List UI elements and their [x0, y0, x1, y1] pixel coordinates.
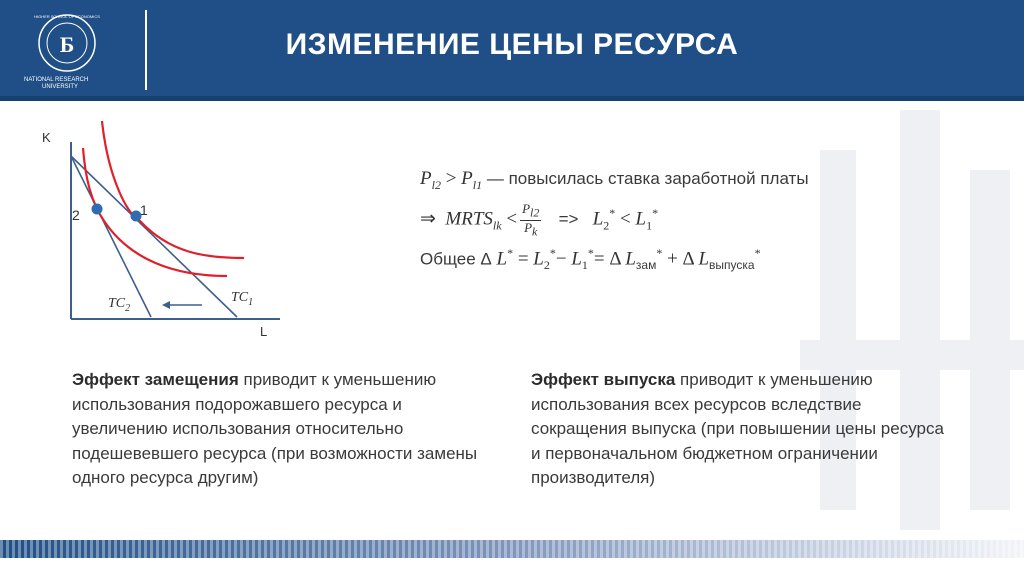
isoquant-lower — [83, 148, 227, 276]
x-axis-label: L — [260, 324, 268, 339]
logo-caption-1: NATIONAL RESEARCH — [24, 77, 89, 83]
formula-block — [420, 162, 860, 282]
tc1-label: $TC_1$ — [231, 290, 254, 308]
point-1-label: 1 — [140, 202, 148, 218]
y-axis-label: K — [42, 130, 51, 145]
formula-line-2: ⇒ $MRTS_{lk}$ < $\frac{P_{l2}}{P_k}$ => $L_2^* < L_1^*$ — [420, 201, 659, 239]
output-effect-text: Эффект выпуска приводит к уменьшению использования всех ресурсов вследствие сокращения выпуска (при повышении цены ресурса и первоначальном бюджетном ограничении производителя) — [531, 370, 944, 487]
header-shadow — [0, 96, 1024, 101]
budget-line-tc2 — [71, 156, 151, 317]
logo-caption-2: UNIVERSITY — [42, 84, 79, 90]
point-2 — [92, 204, 103, 215]
svg-text:HIGHER SCHOOL OF ECONOMICS: HIGHER SCHOOL OF ECONOMICS — [34, 14, 100, 19]
svg-text:Б: Б — [59, 32, 75, 57]
isoquant-upper — [102, 121, 244, 258]
formula-line-3: Общее Δ $L^* = L_2^*- L_1^*= \Delta$ $L_{зам}^* + \Delta$ $L_{выпуска}^*$ — [420, 246, 761, 273]
formula-line-1: $P_{l2} > P_{l1}$ — повысилась ставка заработной платы — [420, 168, 809, 192]
output-effect-title: Эффект выпуска — [531, 370, 676, 389]
substitution-effect-text: Эффект замещения приводит к уменьшению использования подорожавшего ресурса и увеличению использования относительно подешевевшего ресурса (при возможности замены одного ресурса другим) — [72, 370, 478, 487]
page-title: ИЗМЕНЕНИЕ ЦЕНЫ РЕСУРСА — [285, 28, 739, 61]
isoquant-graph — [30, 118, 290, 350]
tc2-label: $TC_2$ — [108, 296, 131, 314]
point-2-label: 2 — [72, 207, 80, 223]
budget-line-tc1 — [71, 156, 237, 317]
substitution-effect-title: Эффект замещения — [72, 370, 239, 389]
footer-bar — [0, 540, 1024, 558]
